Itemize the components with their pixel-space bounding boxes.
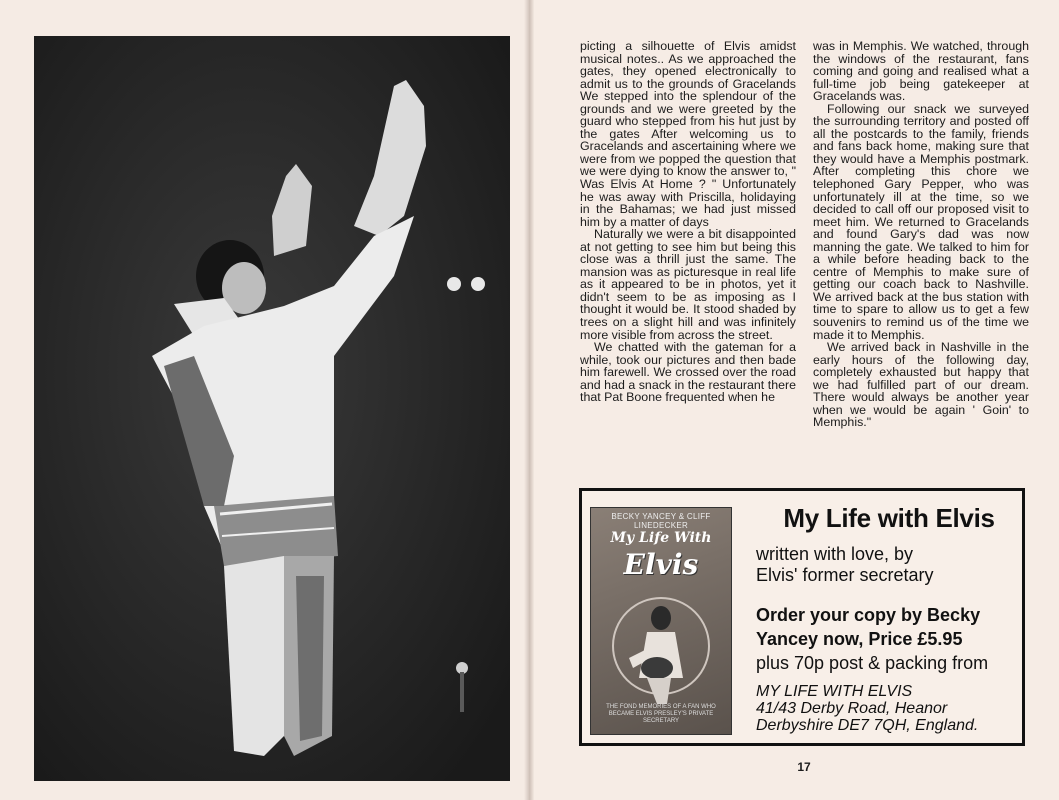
- article-paragraph: Naturally we were a bit disappointed at not getting to see him but being this close was a thrill just the same. The mansion was as picturesque in real life as it appeared to be in photos, yet it didn't seem to be as imposing as I thought it would be. It stood shaded by trees on a slight hill and was infinitely more visible from across the street.: [580, 227, 796, 342]
- ad-postage-text: plus 70p post & packing from: [756, 653, 989, 673]
- article-paragraph: We arrived back in Nashville in the early hours of the following day, completely exhausted but happy that we had fulfilled part of our dream. There would always be another year when we would be again ' Goin' to Memphis.": [813, 340, 1029, 430]
- article-paragraph: was in Memphis. We watched, through the windows of the restaurant, fans coming and going and realised what a full-time job being gatekeeper at Gracelands was.: [813, 39, 1029, 104]
- ad-address: [756, 683, 1022, 734]
- article-paragraph: picting a silhouette of Elvis amidst musical notes.. As we approached the gates, they opened electronically to admit us to the grounds of Gracelands We stepped into the splendour of the grounds and we were greeted by the guard who stepped from his hut just by the gates After welcoming us to Gracelands and ascertaining where we were from we popped the question that we were dying to know the answer to, " Was Elvis At Home ? " Unfortunately he was away with Priscilla, holidaying in the Bahamas; we had just missed him by a matter of days: [580, 39, 796, 229]
- book-cover-authors: BECKY YANCEY & CLIFF LINEDECKER: [611, 512, 711, 530]
- article-paragraph: We chatted with the gateman for a while, took our pictures and then bade him farewell. We crossed over the road and had a snack in the restaurant there that Pat Boone frequented when he: [580, 340, 796, 405]
- ad-address-line: Derbyshire DE7 7QH, England.: [756, 717, 979, 734]
- page-gutter: [524, 0, 534, 800]
- ad-order-text: Order your copy by Becky Yancey now, Price £5.95: [756, 605, 981, 649]
- elvis-concert-photo: [34, 36, 510, 781]
- ad-subtitle: written with love, by Elvis' former secretary: [756, 544, 934, 585]
- book-cover-title-line2: Elvis: [623, 548, 699, 581]
- book-cover-title-line1: My Life With: [610, 530, 712, 546]
- ad-address-line: 41/43 Derby Road, Heanor: [756, 700, 948, 717]
- book-cover-image: [590, 507, 732, 735]
- article-column-2: [813, 40, 1029, 429]
- book-cover-tagline: THE FOND MEMORIES OF A FAN WHO BECAME ELVIS PRESLEY'S PRIVATE SECRETARY: [606, 704, 716, 724]
- page-number: 17: [797, 760, 811, 774]
- article-paragraph: Following our snack we surveyed the surrounding territory and posted off all the postcards to the family, friends and fans back home, making sure that they would have a Memphis postmark. After completing this chore we telephoned Gary Pepper, who was unfortunately ill at the time, so we decided to call off our proposed visit to meet him. We returned to Gracelands and found Gary's dad was now manning the gate. We talked to him for a while before heading back to the centre of Memphis to make sure of getting our coach back to Nashville. We arrived back at the bus station with time to spare to allow us to get a few souvenirs to remind us of the time we made it to Memphis.: [813, 101, 1029, 342]
- left-page: [0, 0, 528, 800]
- book-cover-illustration: [591, 508, 731, 734]
- article-column-1: [580, 40, 796, 404]
- book-advertisement: [579, 488, 1025, 746]
- ad-address-line: MY LIFE WITH ELVIS: [756, 683, 913, 700]
- ad-title: My Life with Elvis: [783, 503, 995, 533]
